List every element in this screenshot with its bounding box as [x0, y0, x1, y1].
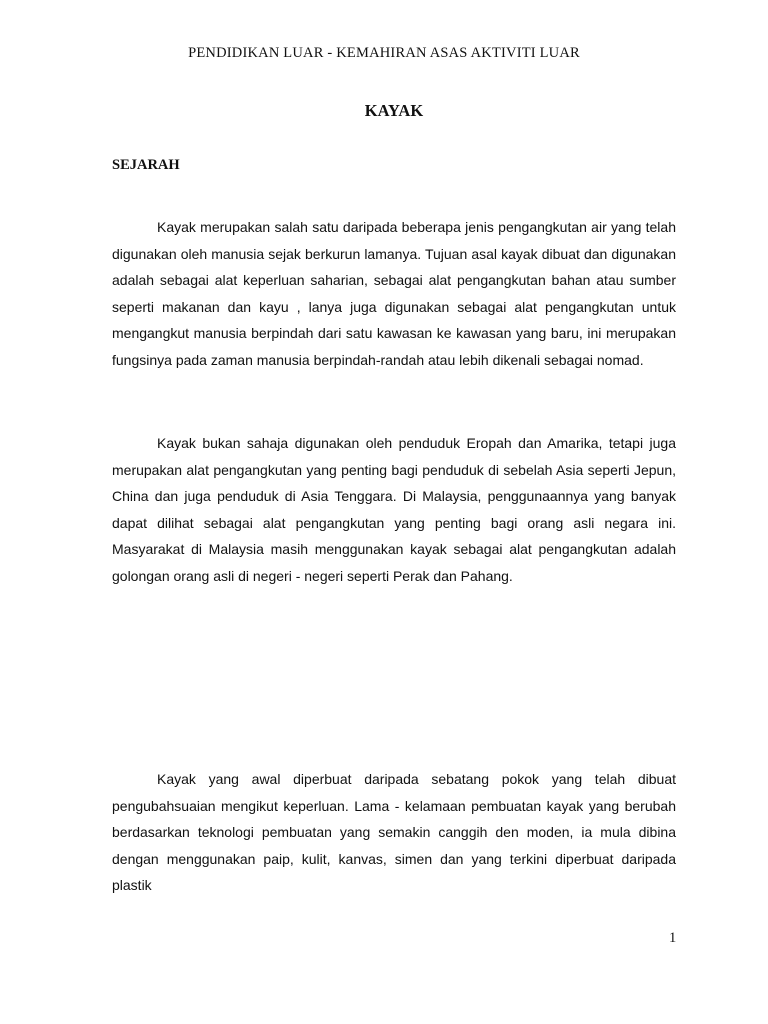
section-heading: SEJARAH	[112, 157, 180, 173]
paragraph: Kayak merupakan salah satu daripada beberapa jenis pengangkutan air yang telah digunakan oleh manusia sejak berkurun lamanya. Tujuan asal kayak dibuat dan digunakan adalah sebagai alat keperluan saharian, sebagai alat pengangkutan bahan atau sumber seperti makanan dan kayu , lanya juga digunakan sebagai alat pengangkutan untuk mengangkut manusia berpindah dari satu kawasan ke kawasan yang baru, ini merupakan fungsinya pada zaman manusia berpindah-randah atau lebih dikenali sebagai nomad.	[112, 219, 676, 368]
page-number: 1	[669, 930, 677, 946]
document-title: KAYAK	[364, 101, 424, 120]
paragraph: Kayak yang awal diperbuat daripada sebatang pokok yang telah dibuat pengubahsuaian mengikut keperluan. Lama - kelamaan pembuatan kayak yang berubah berdasarkan teknologi pembuatan yang semakin canggih den moden, ia mula dibina dengan menggunakan paip, kulit, kanvas, simen dan yang terkini diperbuat daripada plastik	[112, 771, 676, 893]
paragraph: Kayak bukan sahaja digunakan oleh penduduk Eropah dan Amarika, tetapi juga merupakan alat pengangkutan yang penting bagi penduduk di sebelah Asia seperti Jepun, China dan juga penduduk di Asia Tenggara. Di Malaysia, penggunaannya yang banyak dapat dilihat sebagai alat pengangkutan yang penting bagi orang asli negara ini. Masyarakat di Malaysia masih menggunakan kayak sebagai alat pengangkutan adalah golongan orang asli di negeri - negeri seperti Perak dan Pahang.	[112, 435, 676, 584]
running-header: PENDIDIKAN LUAR - KEMAHIRAN ASAS AKTIVITI LUAR	[188, 45, 580, 61]
